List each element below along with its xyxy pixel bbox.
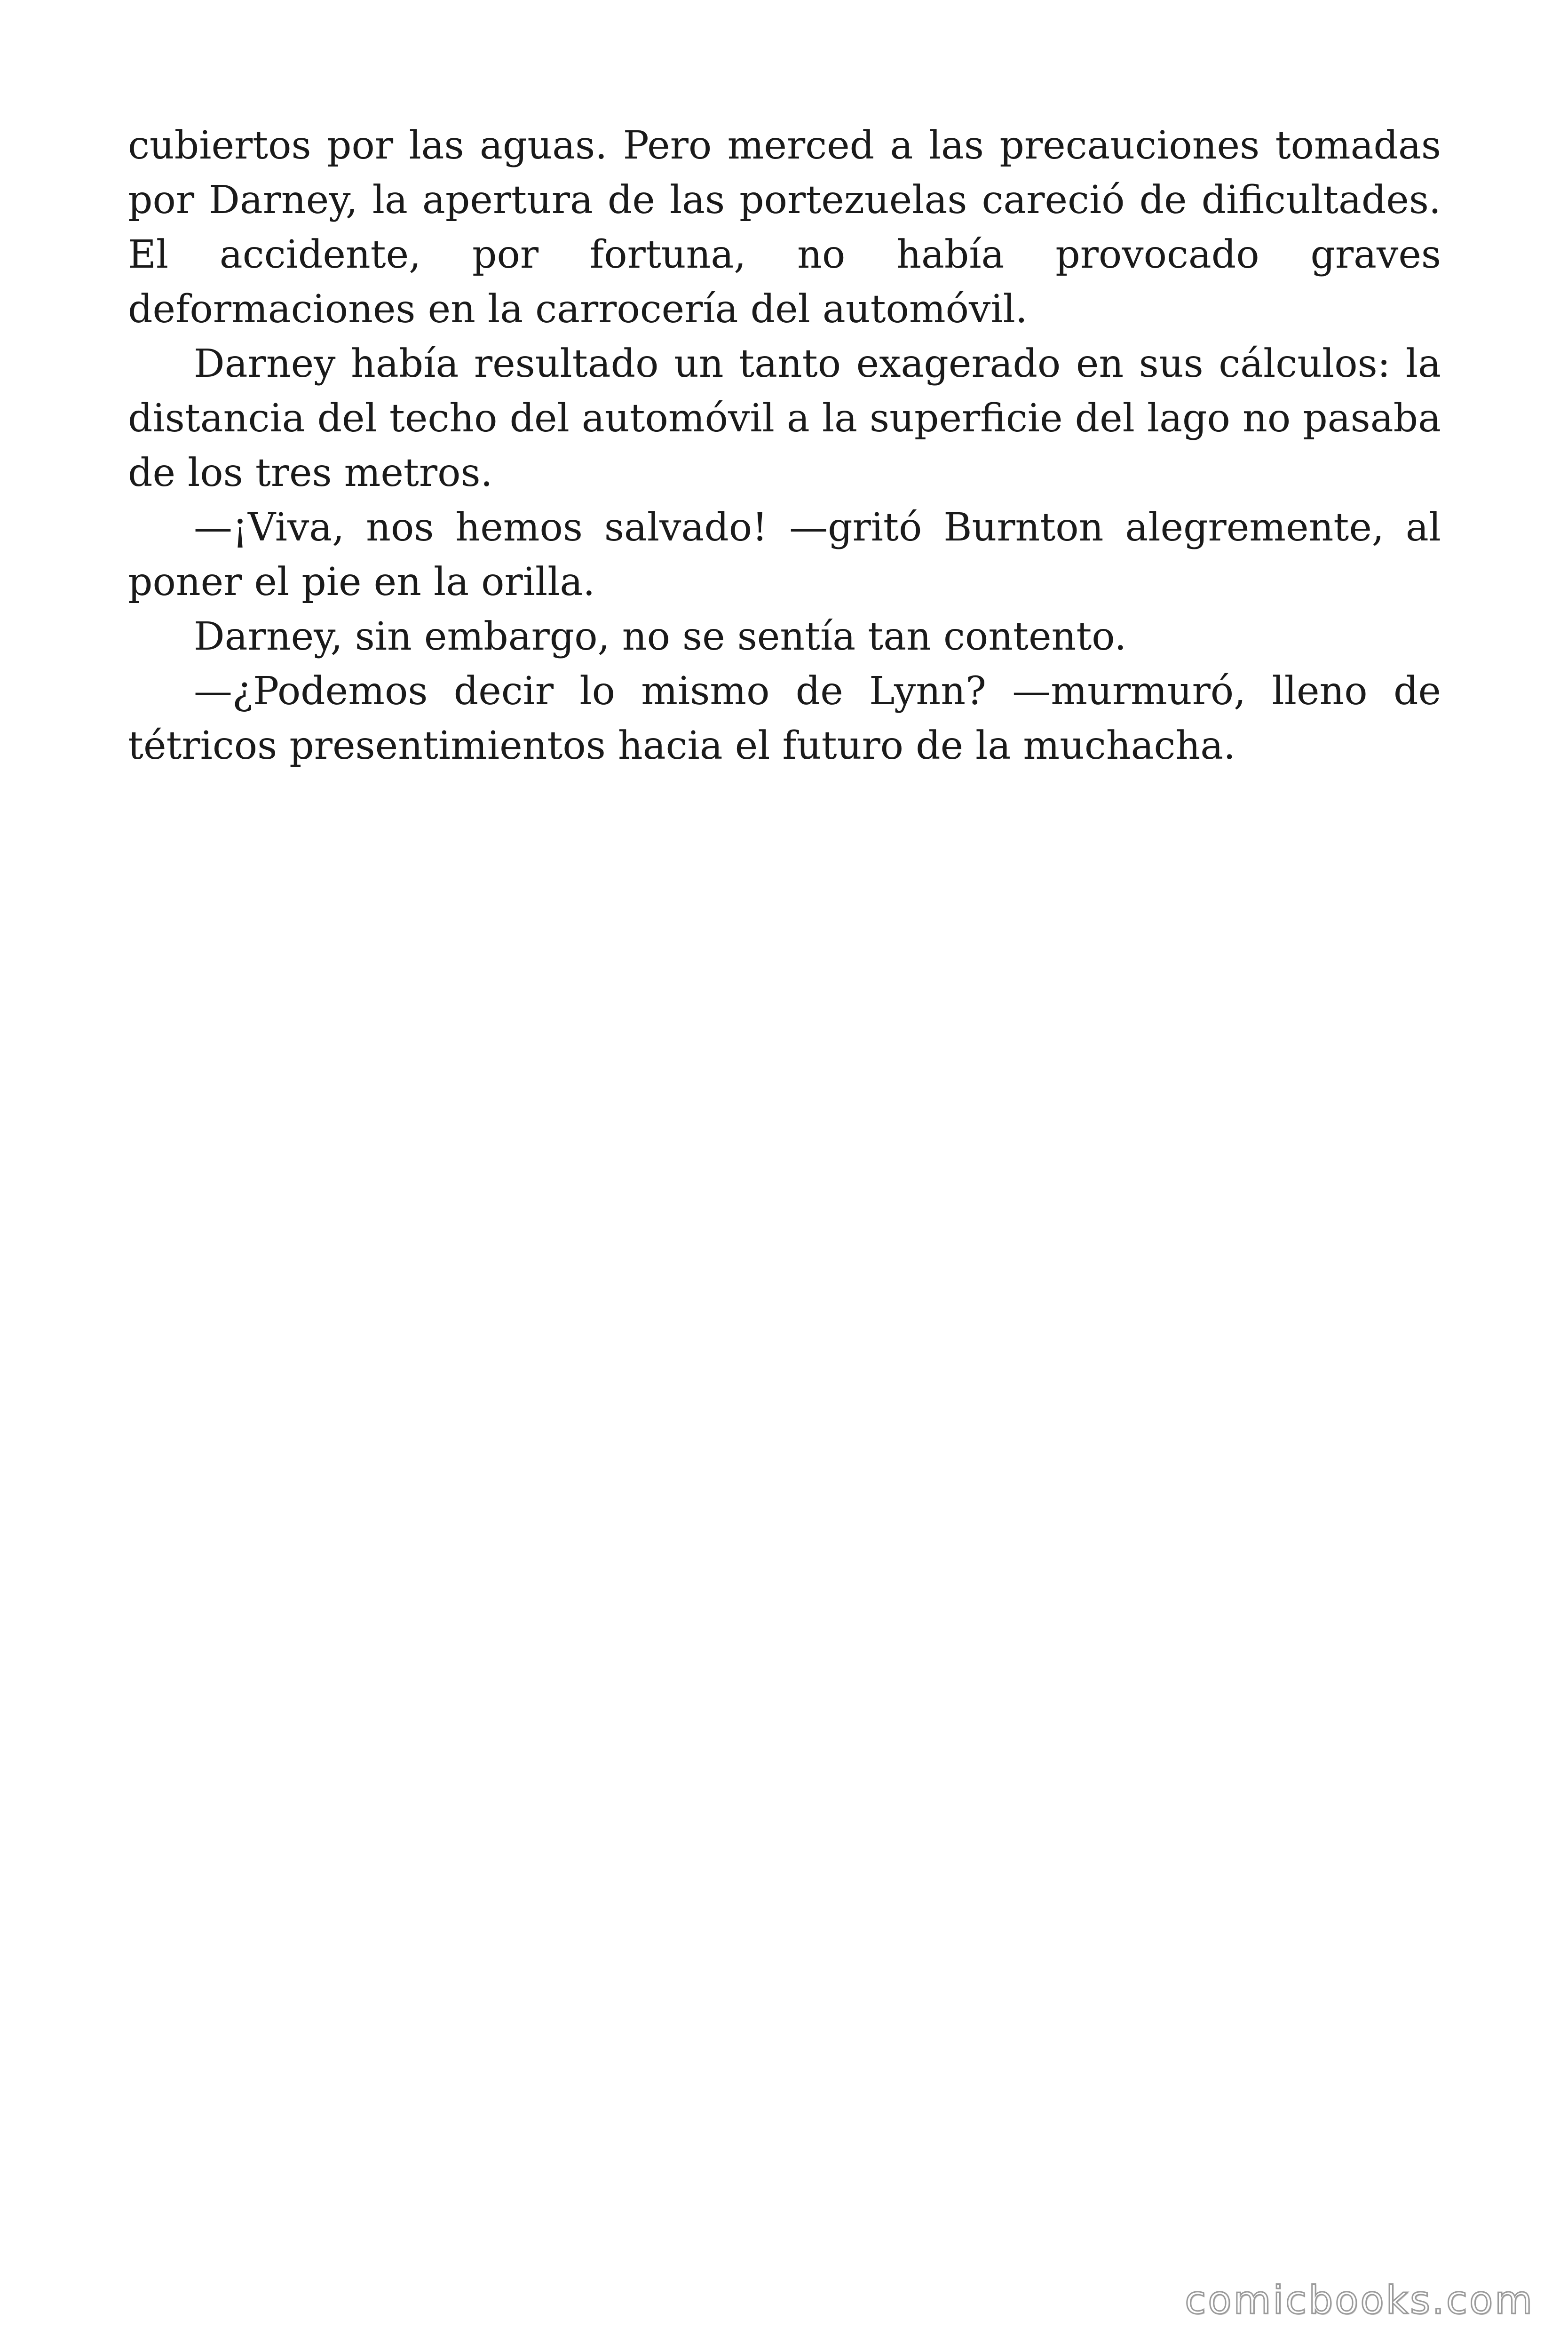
paragraph: Darney, sin embargo, no se sentía tan contento. — [194, 614, 1127, 659]
paragraph-continuation: cubiertos por las aguas. Pero merced a las precauciones tomadas por Darney, la apertura de las portezuelas careció de dificultades. El accidente, por fortuna, no había provocado graves deformaciones en la carrocería del automóvil. — [128, 123, 1441, 332]
dialogue-paragraph: —¡Viva, nos hemos salvado! —gritó Burnton alegremente, al poner el pie en la orilla. — [128, 505, 1441, 604]
page-body-text — [128, 119, 1441, 773]
watermark-text: comicbooks.com — [1185, 2278, 1534, 2323]
dialogue-paragraph: —¿Podemos decir lo mismo de Lynn? —murmuró, lleno de tétricos presentimientos hacia el futuro de la muchacha. — [128, 669, 1441, 768]
paragraph: Darney había resultado un tanto exagerado en sus cálculos: la distancia del techo del automóvil a la superficie del lago no pasaba de los tres metros. — [128, 342, 1441, 495]
